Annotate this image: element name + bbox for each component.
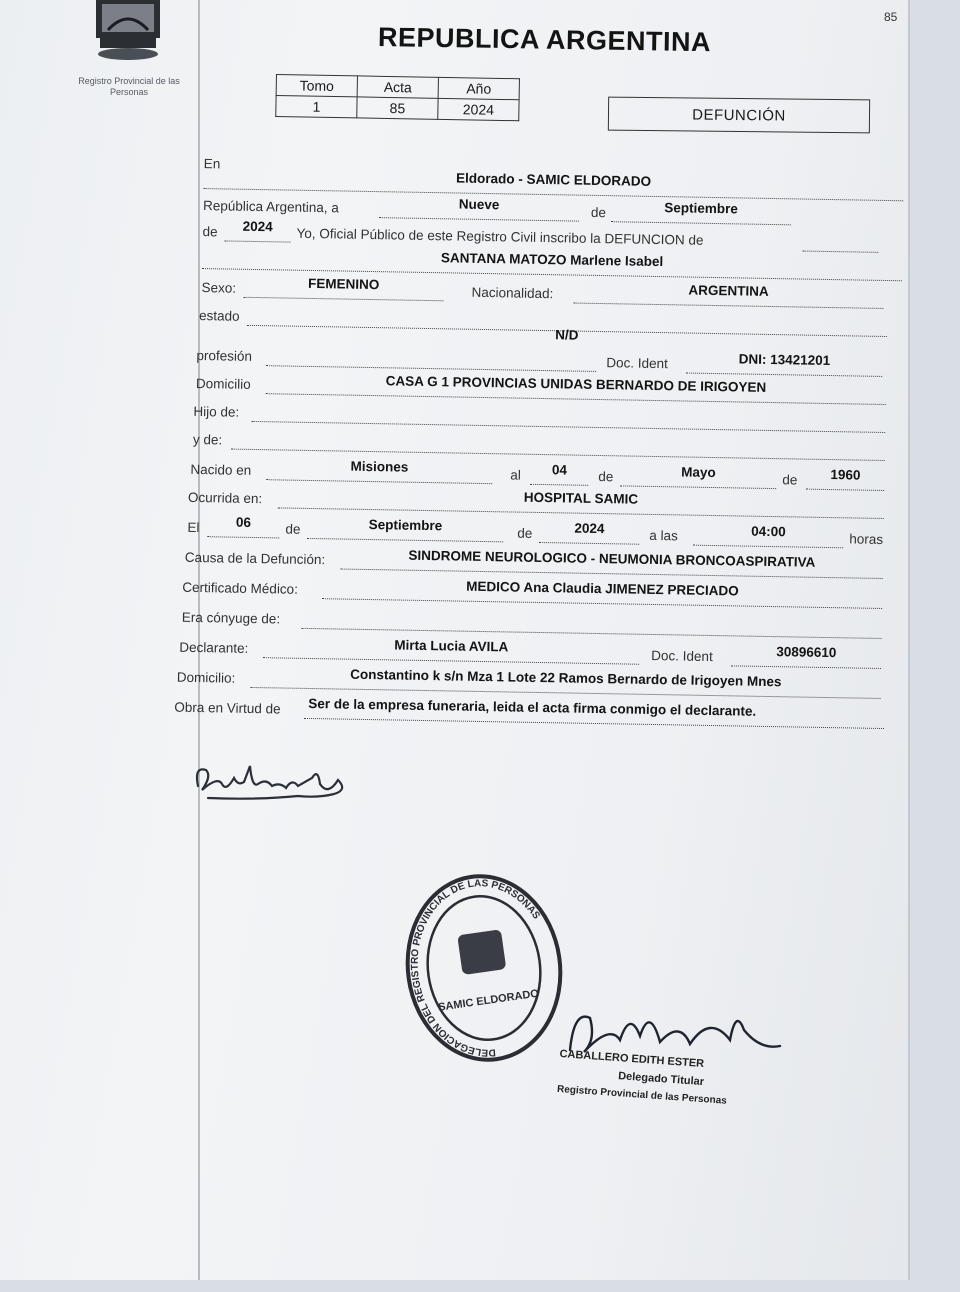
field-nacido-lugar: Misiones <box>266 455 492 484</box>
label-al: al <box>510 467 522 483</box>
field-nacido-anio: 1960 <box>806 465 884 491</box>
ref-value-anio: 2024 <box>438 98 519 120</box>
ref-header-tomo: Tomo <box>276 75 357 97</box>
label-hijo: Hijo de: <box>193 403 240 420</box>
field-domicilio2: Constantino k s/n Mza 1 Lote 22 Ramos Bernardo de Irigoyen Mnes <box>251 663 881 699</box>
ref-value-acta: 85 <box>357 97 438 119</box>
label-domicilio2: Domicilio: <box>176 669 236 686</box>
registry-caption: Registro Provincial de las Personas <box>78 76 180 97</box>
field-muerte-dia: 06 <box>207 512 279 538</box>
field-oficial-blank <box>802 227 878 253</box>
label-sexo: Sexo: <box>201 280 237 296</box>
coat-of-arms-icon <box>86 0 170 62</box>
label-republica: República Argentina, a <box>202 198 339 216</box>
label-estado: estado <box>198 308 240 324</box>
seal-ring-text: DELEGACION DEL REGISTRO PROVINCIAL DE LAS PERSONAS <box>409 878 542 1058</box>
field-nacido-dia: 04 <box>530 460 588 486</box>
field-muerte-anio: 2024 <box>539 518 639 545</box>
officer-role: Delegado Titular <box>617 1070 705 1089</box>
field-profesion <box>266 341 596 372</box>
field-hora: 04:00 <box>693 521 843 549</box>
field-causa: SINDROME NEUROLOGICO - NEUMONIA BRONCOASPIRATIVA <box>341 545 883 579</box>
field-sexo: FEMENINO <box>243 273 443 301</box>
field-nacido-mes: Mayo <box>620 461 776 489</box>
page-number: 85 <box>884 10 898 24</box>
field-muerte-mes: Septiembre <box>307 514 503 542</box>
field-estado: N/D <box>555 327 579 343</box>
registry-seal <box>391 862 576 1074</box>
field-year: 2024 <box>224 216 290 242</box>
label-en: En <box>203 156 221 172</box>
label-profesion: profesión <box>196 347 253 364</box>
label-el: El <box>187 519 200 536</box>
field-ocurrida: HOSPITAL SAMIC <box>278 483 884 519</box>
label-nacionalidad: Nacionalidad: <box>471 284 554 302</box>
seal-center-text: SAMIC ELDORADO <box>437 987 540 1014</box>
label-horas: horas <box>849 531 884 547</box>
label-domicilio: Domicilio <box>195 375 251 392</box>
label-nacido-de2: de <box>782 472 798 488</box>
field-declarante: Mirta Lucia AVILA <box>263 633 639 665</box>
label-ocurrida: Ocurrida en: <box>187 489 263 507</box>
field-day-word: Nueve <box>379 193 579 221</box>
officer-office: Registro Provincial de las Personas <box>556 1083 728 1107</box>
label-obra: Obra en Virtud de <box>174 699 281 717</box>
label-nacido: Nacido en <box>190 461 252 478</box>
label-oficial-text: Yo, Oficial Público de este Registro Civil inscribo la DEFUNCION de <box>296 225 704 248</box>
label-a-las: a las <box>649 527 679 544</box>
field-obra: Ser de la empresa funeraria, leida el acta firma conmigo el declarante. <box>304 694 884 729</box>
label-muerte-de2: de <box>517 525 533 541</box>
death-record-form <box>160 0 912 1292</box>
label-de: de <box>590 204 607 221</box>
field-domicilio: CASA G 1 PROVINCIAS UNIDAS BERNARDO DE IRIGOYEN <box>266 369 886 405</box>
label-certificado: Certificado Médico: <box>182 579 299 597</box>
label-declarante: Declarante: <box>179 639 249 656</box>
label-conyuge: Era cónyuge de: <box>181 609 281 627</box>
label-nacido-de1: de <box>598 469 614 485</box>
field-nacionalidad: ARGENTINA <box>573 279 883 309</box>
label-y-de: y de: <box>192 431 223 448</box>
field-certificado: MEDICO Ana Claudia JIMENEZ PRECIADO <box>322 574 882 609</box>
ref-header-acta: Acta <box>357 76 438 98</box>
label-year-de: de <box>202 224 218 240</box>
field-doc: DNI: 13421201 <box>686 349 882 377</box>
field-month: Septiembre <box>611 197 791 225</box>
document-title: REPUBLICA ARGENTINA <box>377 22 712 58</box>
label-doc: Doc. Ident <box>606 355 669 372</box>
record-type-box: DEFUNCIÓN <box>608 97 870 134</box>
ref-header-anio: Año <box>438 77 519 99</box>
ref-value-tomo: 1 <box>276 96 357 118</box>
field-deceased-name: SANTANA MATOZO Marlene Isabel <box>202 244 902 281</box>
label-muerte-de1: de <box>285 521 301 537</box>
field-place: Eldorado - SAMIC ELDORADO <box>203 164 903 201</box>
field-declarante-doc: 30896610 <box>731 641 881 669</box>
label-causa: Causa de la Defunción: <box>184 549 326 568</box>
officer-name: CABALLERO EDITH ESTER <box>559 1048 705 1071</box>
declarant-signature <box>188 756 358 810</box>
label-doc2: Doc. Ident <box>651 647 713 665</box>
